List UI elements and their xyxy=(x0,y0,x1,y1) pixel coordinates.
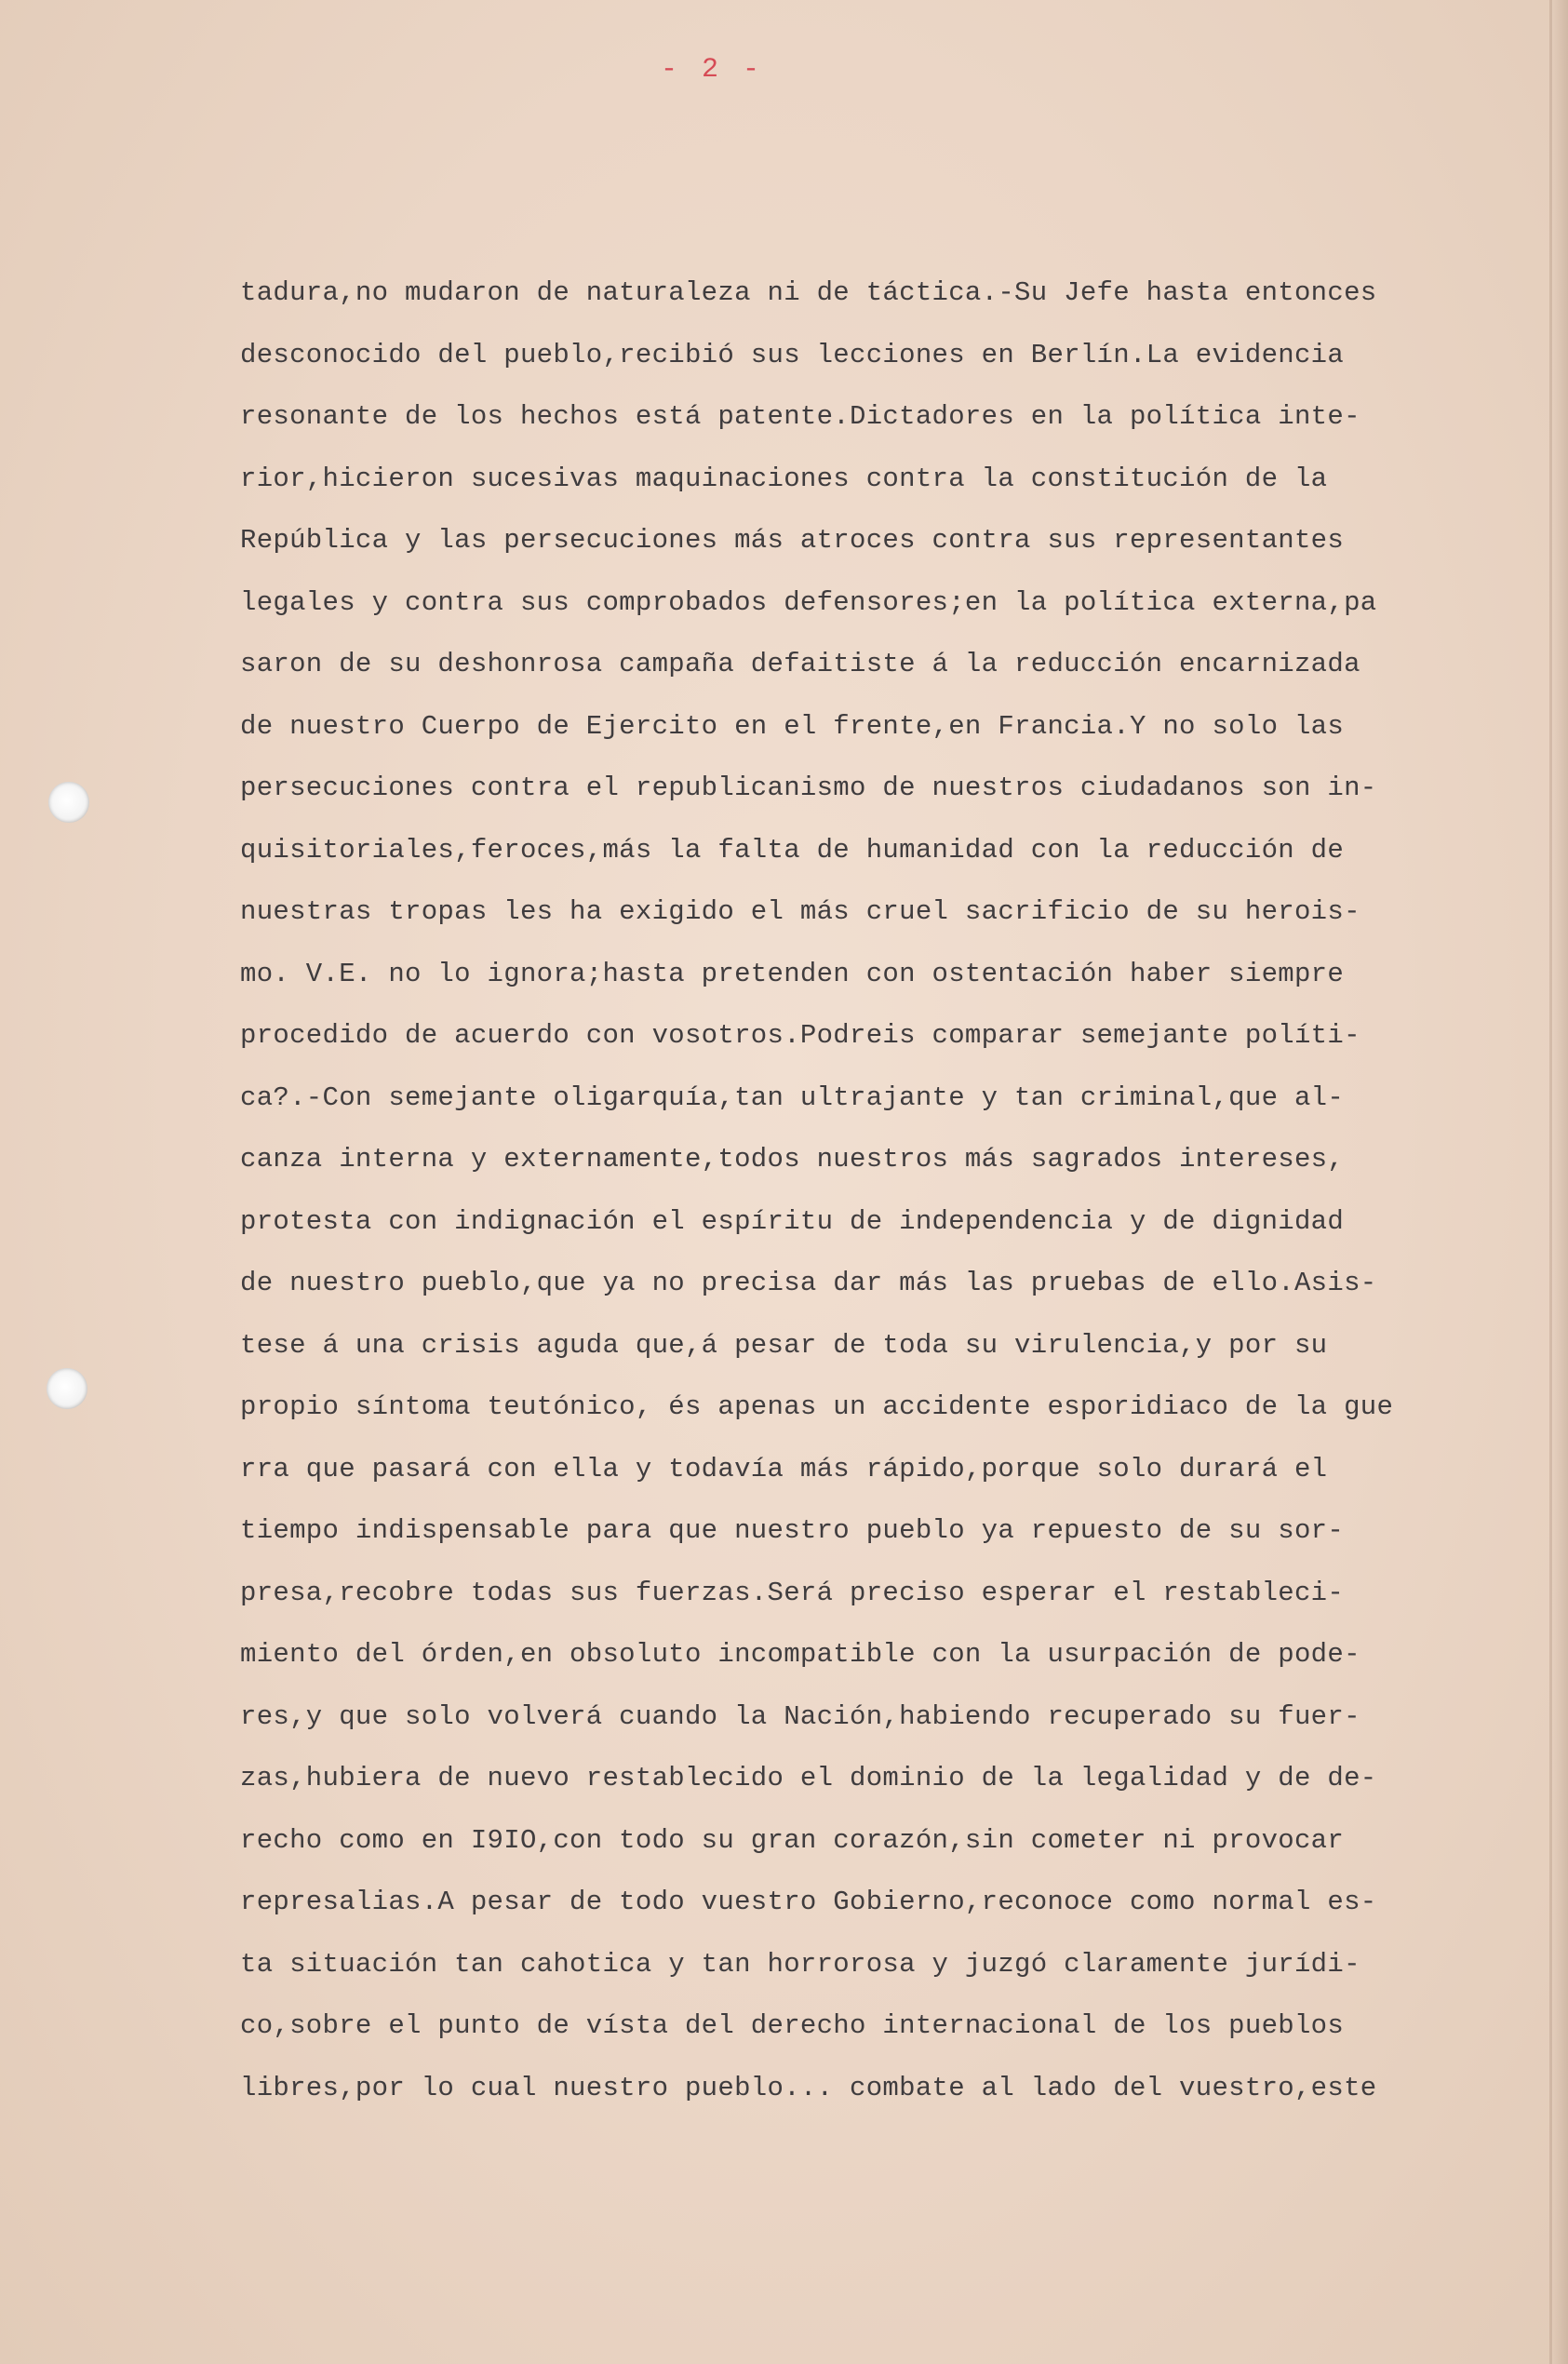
text-line: co,sobre el punto de vísta del derecho internacional de los pueblos xyxy=(240,2010,1345,2041)
text-line: mo. V.E. no lo ignora;hasta pretenden con ostentación haber siempre xyxy=(240,958,1345,989)
text-line: ta situación tan cahotica y tan horrorosa y juzgó claramente jurídi- xyxy=(240,1948,1360,1980)
text-line: tese á una crisis aguda que,á pesar de toda su virulencia,y por su xyxy=(240,1329,1328,1361)
text-line: persecuciones contra el republicanismo de nuestros ciudadanos son in- xyxy=(240,772,1377,803)
text-line: tiempo indispensable para que nuestro pueblo ya repuesto de su sor- xyxy=(240,1515,1345,1546)
text-line: represalias.A pesar de todo vuestro Gobierno,reconoce como normal es- xyxy=(240,1887,1377,1917)
page-edge-shadow xyxy=(1551,0,1568,2364)
text-line: legales y contra sus comprobados defensores;en la política externa,pa xyxy=(240,586,1377,618)
text-line: resonante de los hechos está patente.Dictadores en la política inte- xyxy=(240,401,1360,432)
text-line: de nuestro Cuerpo de Ejercito en el frente,en Francia.Y no solo las xyxy=(240,710,1345,742)
text-line: ca?.-Con semejante oligarquía,tan ultrajante y tan criminal,que al- xyxy=(240,1081,1345,1113)
text-line: rra que pasará con ella y todavía más rápido,porque solo durará el xyxy=(240,1453,1328,1484)
text-line: de nuestro pueblo,que ya no precisa dar más las pruebas de ello.Asis- xyxy=(240,1268,1377,1298)
text-line: propio síntoma teutónico, és apenas un accidente esporidiaco de la gue xyxy=(240,1391,1394,1422)
text-line: protesta con indignación el espíritu de independencia y de dignidad xyxy=(240,1205,1345,1237)
text-line: res,y que solo volverá cuando la Nación,habiendo recuperado su fuer- xyxy=(240,1700,1360,1732)
page-fold-line xyxy=(1549,0,1552,2364)
text-line: canza interna y externamente,todos nuestros más sagrados intereses, xyxy=(240,1144,1345,1175)
text-line: saron de su deshonrosa campaña defaitiste á la reducción encarnizada xyxy=(240,649,1360,679)
text-line: presa,recobre todas sus fuerzas.Será preciso esperar el restableci- xyxy=(240,1577,1345,1608)
text-line: tadura,no mudaron de naturaleza ni de táctica.-Su Jefe hasta entonces xyxy=(240,277,1377,308)
text-line: rior,hicieron sucesivas maquinaciones contra la constitución de la xyxy=(240,463,1328,494)
body-text xyxy=(240,262,1543,2119)
punch-hole xyxy=(47,1368,87,1409)
text-line: recho como en I9IO,con todo su gran corazón,sin cometer ni provocar xyxy=(240,1824,1345,1856)
punch-hole xyxy=(48,782,89,823)
text-line: desconocido del pueblo,recibió sus lecciones en Berlín.La evidencia xyxy=(240,339,1345,370)
text-line: nuestras tropas les ha exigido el más cruel sacrificio de su herois- xyxy=(240,896,1360,927)
text-line: quisitoriales,feroces,más la falta de humanidad con la reducción de xyxy=(240,834,1345,866)
text-line: zas,hubiera de nuevo restablecido el dominio de la legalidad y de de- xyxy=(240,1763,1377,1793)
page-number: - 2 - xyxy=(660,54,763,86)
text-line: libres,por lo cual nuestro pueblo... combate al lado del vuestro,este xyxy=(240,2072,1377,2103)
text-line: procedido de acuerdo con vosotros.Podreis comparar semejante políti- xyxy=(240,1020,1360,1051)
text-line: miento del órden,en obsoluto incompatible con la usurpación de pode- xyxy=(240,1639,1360,1670)
text-line: República y las persecuciones más atroces contra sus representantes xyxy=(240,525,1345,556)
